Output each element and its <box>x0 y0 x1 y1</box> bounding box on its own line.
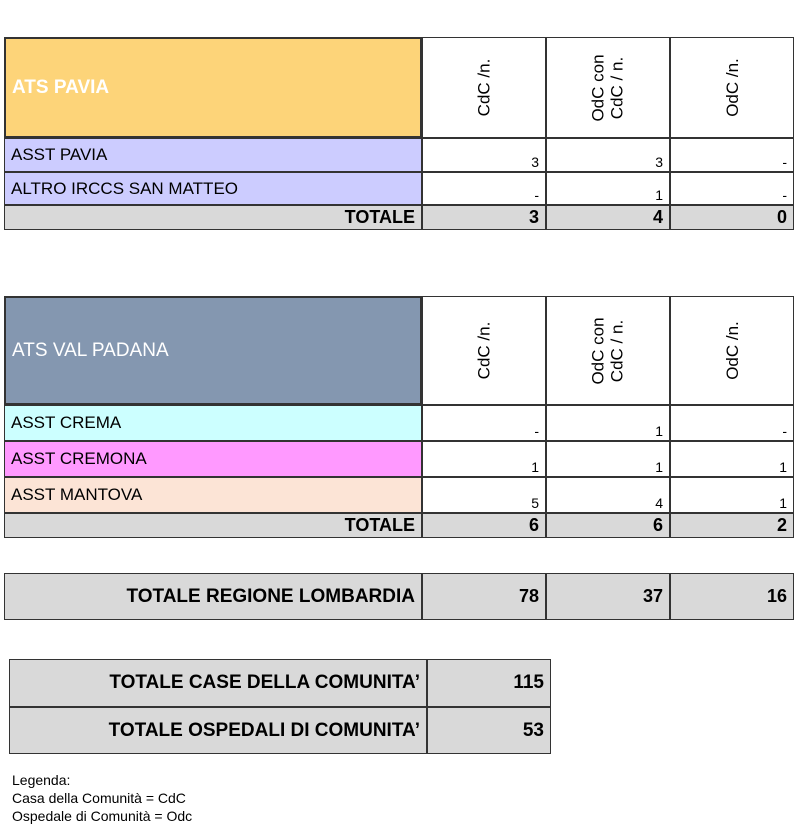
column-header-odc-label: OdC /n. <box>722 58 742 117</box>
column-header-odc-con-cdc <box>546 37 670 138</box>
summary-case-comunita-value: 115 <box>427 659 551 707</box>
column-header-odc-label: OdC /n. <box>722 321 742 380</box>
column-header-odc <box>670 37 794 138</box>
cell-odc: 1 <box>670 477 794 513</box>
cell-odc: 1 <box>670 441 794 477</box>
total-cdc: 3 <box>422 205 546 230</box>
cell-odc-con-cdc: 4 <box>546 477 670 513</box>
legend-line-cdc: Casa della Comunità = CdC <box>12 790 186 806</box>
column-header-odc-con-cdc-label <box>589 54 627 121</box>
cell-odc-con-cdc: 1 <box>546 441 670 477</box>
summary-ospedali-comunita-label: TOTALE OSPEDALI DI COMUNITA’ <box>9 707 427 754</box>
total-odc-con-cdc: 6 <box>546 513 670 538</box>
regione-total-cdc: 78 <box>422 573 546 620</box>
cell-odc-con-cdc: 3 <box>546 138 670 172</box>
regione-total-label: TOTALE REGIONE LOMBARDIA <box>4 573 422 620</box>
ats-pavia-header <box>4 37 422 138</box>
column-header-odc-con-cdc <box>546 296 670 405</box>
total-row-label: TOTALE <box>4 513 422 538</box>
total-odc-con-cdc: 4 <box>546 205 670 230</box>
table-row-asst-cremona <box>4 441 422 477</box>
cell-cdc: - <box>422 172 546 205</box>
column-header-odc-con-cdc-line1: OdC con <box>589 316 608 385</box>
legend-line-odc: Ospedale di Comunità = Odc <box>12 808 193 824</box>
column-header-odc <box>670 296 794 405</box>
cell-odc: - <box>670 405 794 441</box>
total-odc: 0 <box>670 205 794 230</box>
summary-case-comunita-label: TOTALE CASE DELLA COMUNITA’ <box>9 659 427 707</box>
legend-title: Legenda: <box>12 772 71 788</box>
cell-odc-con-cdc: 1 <box>546 172 670 205</box>
summary-ospedali-comunita-value: 53 <box>427 707 551 754</box>
row-name: ASST PAVIA <box>11 145 108 164</box>
cell-cdc: 1 <box>422 441 546 477</box>
row-name: ASST CREMA <box>11 413 122 432</box>
row-name: ASST CREMONA <box>11 449 147 468</box>
column-header-odc-con-cdc-line1: OdC con <box>589 53 608 122</box>
cell-cdc: - <box>422 405 546 441</box>
column-header-odc-con-cdc-line2: CdC / n. <box>608 56 627 119</box>
table-row-asst-mantova <box>4 477 422 513</box>
column-header-cdc <box>422 37 546 138</box>
column-header-odc-con-cdc-label <box>589 317 627 384</box>
table-row-asst-crema <box>4 405 422 441</box>
total-row-label: TOTALE <box>4 205 422 230</box>
column-header-cdc-label: CdC /n. <box>474 321 494 380</box>
column-header-cdc-label: CdC /n. <box>474 58 494 117</box>
row-name: ASST MANTOVA <box>11 485 143 504</box>
row-name: ALTRO IRCCS SAN MATTEO <box>11 178 239 198</box>
legend <box>12 771 192 825</box>
cell-cdc: 5 <box>422 477 546 513</box>
cell-odc-con-cdc: 1 <box>546 405 670 441</box>
ats-pavia-title: ATS PAVIA <box>12 76 110 98</box>
table-row-altro-irccs-san-matteo <box>4 172 422 205</box>
total-odc: 2 <box>670 513 794 538</box>
regione-total-odc: 16 <box>670 573 794 620</box>
ats-val-padana-header <box>4 296 422 405</box>
cell-odc: - <box>670 138 794 172</box>
ats-val-padana-title: ATS VAL PADANA <box>12 339 169 361</box>
cell-odc: - <box>670 172 794 205</box>
column-header-odc-con-cdc-line2: CdC / n. <box>608 319 627 382</box>
regione-total-odc-con-cdc: 37 <box>546 573 670 620</box>
total-cdc: 6 <box>422 513 546 538</box>
cell-cdc: 3 <box>422 138 546 172</box>
column-header-cdc <box>422 296 546 405</box>
table-row-asst-pavia <box>4 138 422 172</box>
